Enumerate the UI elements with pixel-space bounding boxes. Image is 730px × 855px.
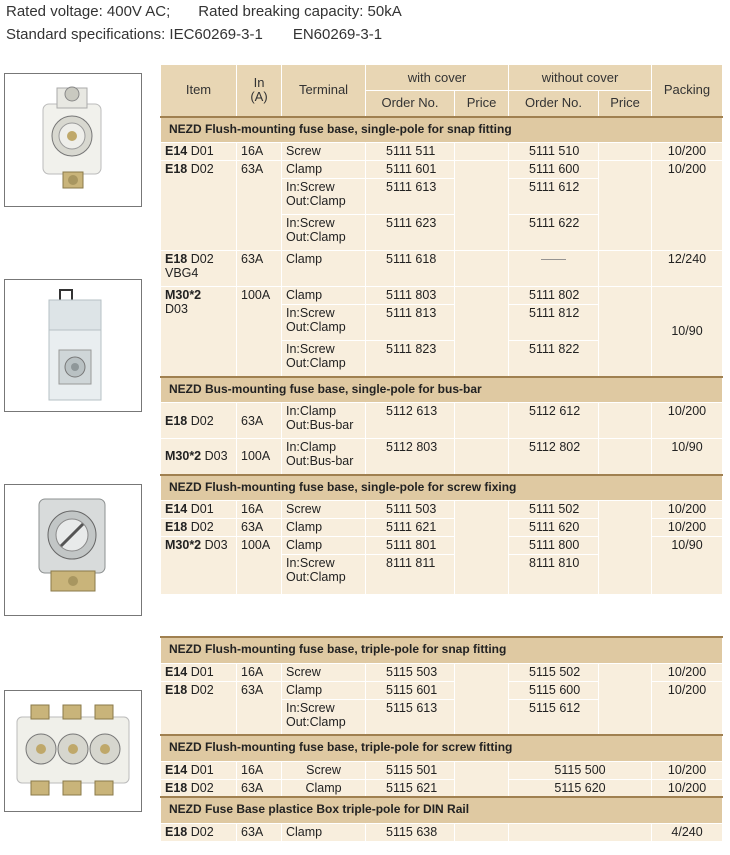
table-row: In:Screw Out:Clamp 5111 623 5111 622 — [161, 215, 723, 251]
table-row: E14 D01 16A Screw 5111 511 5111 510 10/200 — [161, 143, 723, 161]
table-row: In:Screw Out:Clamp 5115 613 5115 612 — [161, 699, 723, 735]
table-row: E18 D02 VBG4 63A Clamp 5111 618 —— 12/240 — [161, 251, 723, 287]
col-packing: Packing — [652, 65, 723, 117]
table-row: In:Screw Out:Clamp 5111 813 5111 812 — [161, 305, 723, 341]
breaking-capacity: Rated breaking capacity: 50kA — [198, 3, 402, 20]
col-order-no-without: Order No. — [509, 91, 599, 117]
section-title: NEZD Flush-mounting fuse base, triple-pole for screw fitting — [161, 735, 723, 761]
standard-en: EN60269-3-1 — [292, 26, 383, 43]
product-image-triple-pole-fuse-base — [4, 690, 142, 812]
col-item: Item — [161, 65, 237, 117]
product-image-screw-fuse-base — [4, 484, 142, 616]
table-row: E14 D01 16A Screw 5115 503 5115 502 10/200 — [161, 663, 723, 681]
col-in-a: In (A) — [237, 65, 282, 117]
product-image-snap-fuse-base — [4, 73, 142, 207]
table-row: M30*2 D03 100A Clamp 5111 801 5111 800 10/90 — [161, 537, 723, 555]
product-image-din-fuse-base — [4, 279, 142, 412]
table-row: E14 D01 16A Screw 5111 503 5111 502 10/200 — [161, 501, 723, 519]
header-line-2 — [6, 26, 382, 43]
standard-spec: Standard specifications: IEC60269-3-1 — [6, 26, 263, 43]
section-title: NEZD Flush-mounting fuse base, single-pole for snap fitting — [161, 117, 723, 143]
col-with-cover: with cover — [366, 65, 509, 91]
col-price-with: Price — [455, 91, 509, 117]
section-title: NEZD Flush-mounting fuse base, triple-pole for snap fitting — [161, 637, 723, 663]
header-line-1 — [6, 3, 402, 20]
section-title: NEZD Fuse Base plastice Box triple-pole for DIN Rail — [161, 797, 723, 823]
table-row: E18 D02 63A Clamp 5115 621 5115 620 10/200 — [161, 779, 723, 797]
col-order-no-with: Order No. — [366, 91, 455, 117]
spec-table-single-pole — [160, 64, 723, 595]
table-row: M30*2 D03 100A In:Clamp Out:Bus-bar 5112 803 5112 802 10/90 — [161, 439, 723, 475]
table-row: E18 D02 63A In:Clamp Out:Bus-bar 5112 613 5112 612 10/200 — [161, 403, 723, 439]
col-terminal: Terminal — [282, 65, 366, 117]
col-without-cover: without cover — [509, 65, 652, 91]
table-row: In:Screw Out:Clamp 5111 613 5111 612 — [161, 179, 723, 215]
table-row: E18 D02 63A Clamp 5111 601 5111 600 10/200 — [161, 161, 723, 179]
spec-table-triple-pole — [160, 636, 723, 842]
section-title: NEZD Bus-mounting fuse base, single-pole for bus-bar — [161, 377, 723, 403]
table-row: In:Screw Out:Clamp 8111 811 8111 810 — [161, 555, 723, 595]
col-price-without: Price — [599, 91, 652, 117]
table-row: E18 D02 63A Clamp 5111 621 5111 620 10/200 — [161, 519, 723, 537]
table-row: E18 D02 63A Clamp 5115 601 5115 600 10/200 — [161, 681, 723, 699]
table-row: E18 D02 63A Clamp 5115 638 4/240 — [161, 823, 723, 841]
table-row: M30*2 D03 100A Clamp 5111 803 5111 802 10/90 — [161, 287, 723, 305]
table-row: In:Screw Out:Clamp 5111 823 5111 822 — [161, 341, 723, 377]
rated-voltage: Rated voltage: 400V AC; — [6, 3, 171, 20]
section-title: NEZD Flush-mounting fuse base, single-pole for screw fixing — [161, 475, 723, 501]
table-row: E14 D01 16A Screw 5115 501 5115 500 10/200 — [161, 761, 723, 779]
